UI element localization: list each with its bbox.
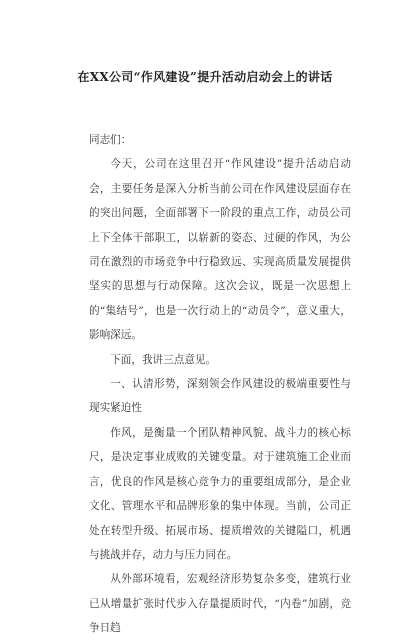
document-title: 在XX公司“作风建设”提升活动启动会上的讲话 <box>77 70 333 84</box>
paragraph-outline: 下面，我讲三点意见。 <box>110 353 217 366</box>
paragraph-intro: 今天，公司在这里召开“作风建设”提升活动启动会，主要任务是深入分析当前公司在作风建设层面存在的突出问题，全面部署下一阶段的重点工作，动员公司上下全体干部职工，以崭新的姿态、过硬的作风，为公司在激烈的市场竞争中行稳致远、实现高质量发展提供坚实的思想与行动保障。这次会议，既是一次思想上的“集结号”，也是一次行动上的“动员令”，意义重大，影响深远。 <box>89 158 351 342</box>
section-heading-1: 一、认清形势，深刻领会作风建设的极端重要性与现实紧迫性 <box>89 378 351 415</box>
document-body <box>89 128 351 641</box>
paragraph-style-definition: 作风，是衡量一个团队精神风貌、战斗力的核心标尺，是决定事业成败的关键变量。对于建筑施工企业而言，优良的作风是核心竞争力的重要组成部分，是企业文化、管理水平和品牌形象的集中体现。当前，公司正处在转型升级、拓展市场、提质增效的关键隘口，机遇与挑战并存，动力与压力同在。 <box>89 426 351 561</box>
paragraph-external-environment: 从外部环境看，宏观经济形势复杂多变，建筑行业已从增量扩张时代步入存量提质时代，“内卷”加剧，竞争日趋 <box>89 573 351 635</box>
salutation: 同志们： <box>89 134 132 146</box>
